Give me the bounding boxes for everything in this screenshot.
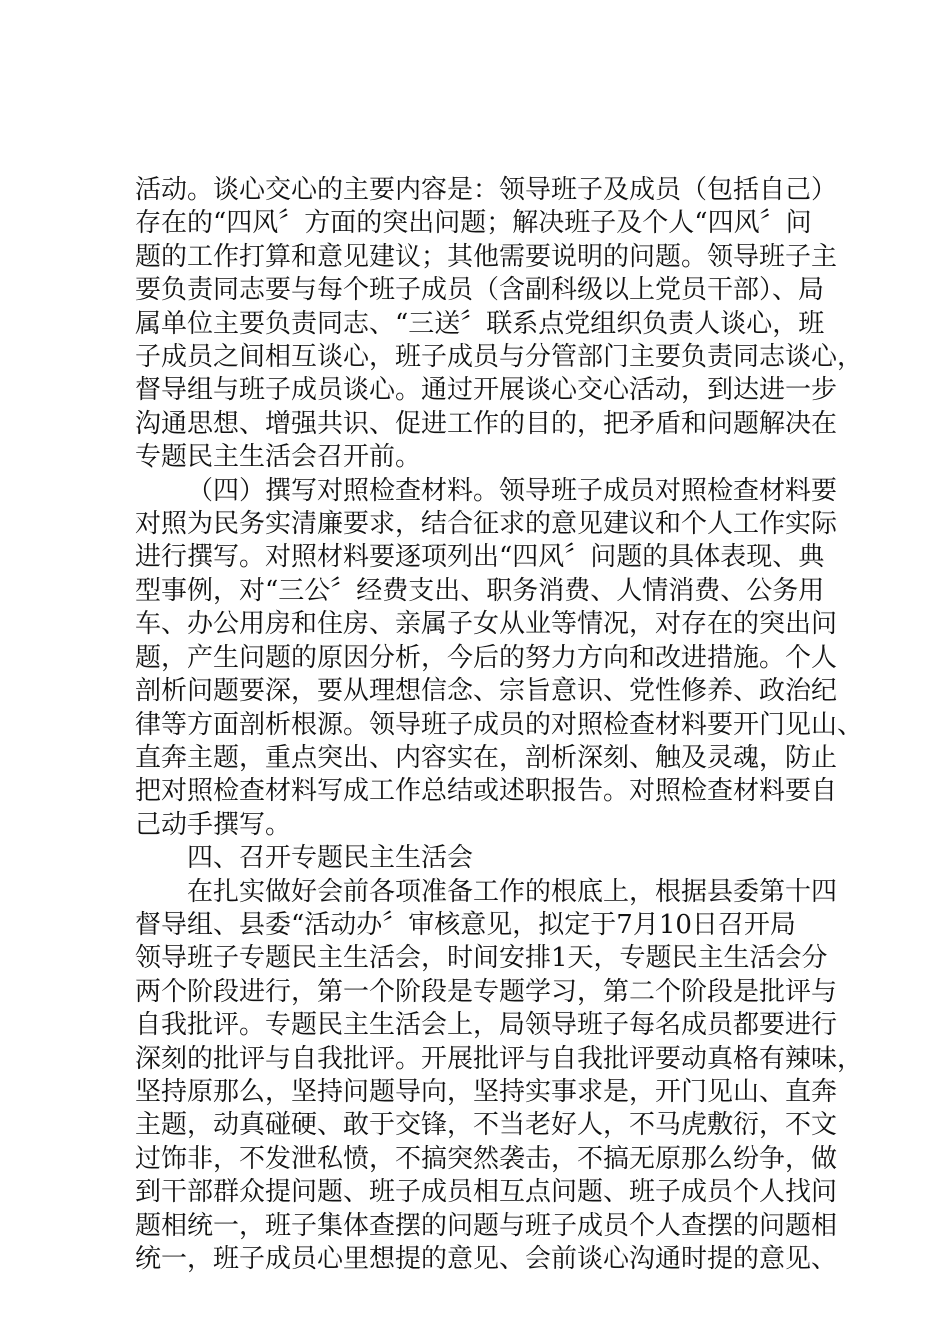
text-line: 督导组、县委“活动办〞审核意见，拟定于7月10日召开局 (135, 909, 796, 940)
text-line: 进行撰写。对照材料要逐项列出“四风〞问题的具体表现、典 (135, 542, 825, 573)
paragraph-start-line: （四）撰写对照检查材料。领导班子成员对照检查材料要 (187, 475, 838, 506)
text-line: 督导组与班子成员谈心。通过开展谈心交心活动，到达进一步 (135, 375, 838, 406)
text-line: 统一，班子成员心里想提的意见、会前谈心沟通时提的意见、 (135, 1244, 838, 1274)
text-line: 专题民主生活会召开前。 (135, 442, 422, 473)
text-line: 题相统一，班子集体查摆的问题与班子成员个人查摆的问题相 (135, 1210, 838, 1241)
document-body (135, 174, 864, 1276)
text-line: 主题，动真碰硬、敢于交锋，不当老好人，不马虎敷衍，不文 (135, 1110, 838, 1141)
text-line: 沟通思想、增强共识、促进工作的目的，把矛盾和问题解决在 (135, 408, 838, 439)
text-line: 活动。谈心交心的主要内容是：领导班子及成员（包括自己） (135, 175, 838, 205)
paragraph-start-line: 在扎实做好会前各项准备工作的根底上，根据县委第十四 (187, 876, 838, 907)
text-line: 题，产生问题的原因分析，今后的努力方向和改进措施。个人 (135, 642, 838, 673)
text-line: 坚持原那么，坚持问题导向，坚持实事求是，开门见山、直奔 (135, 1076, 838, 1107)
text-line: 题的工作打算和意见建议；其他需要说明的问题。领导班子主 (135, 241, 838, 272)
text-line: 子成员之间相互谈心，班子成员与分管部门主要负责同志谈心， (135, 342, 864, 373)
text-line: 对照为民务实清廉要求，结合征求的意见建议和个人工作实际 (135, 509, 838, 540)
text-line: 自我批评。专题民主生活会上，局领导班子每名成员都要进行 (135, 1010, 838, 1041)
text-line: 直奔主题，重点突出、内容实在，剖析深刻、触及灵魂，防止 (135, 742, 838, 773)
text-line: 两个阶段进行，第一个阶段是专题学习，第二个阶段是批评与 (135, 976, 838, 1007)
text-line: 律等方面剖析根源。领导班子成员的对照检查材料要开门见山、 (135, 709, 864, 740)
section-heading: 四、召开专题民主生活会 (187, 843, 474, 874)
text-line: 领导班子专题民主生活会，时间安排1天，专题民主生活会分 (135, 943, 828, 974)
text-line: 把对照检查材料写成工作总结或述职报告。对照检查材料要自 (135, 776, 838, 807)
text-line: 深刻的批评与自我批评。开展批评与自我批评要动真格有辣味， (135, 1043, 864, 1074)
text-line: 属单位主要负责同志、“三送〞联系点党组织负责人谈心，班 (135, 308, 825, 339)
text-line: 过饰非，不发泄私愤，不搞突然袭击，不搞无原那么纷争，做 (135, 1143, 838, 1174)
text-line: 到干部群众提问题、班子成员相互点问题、班子成员个人找问 (135, 1177, 838, 1208)
text-line: 型事例，对“三公〞经费支出、职务消费、人情消费、公务用 (135, 575, 825, 606)
text-line: 剖析问题要深，要从理想信念、宗旨意识、党性修养、政治纪 (135, 676, 838, 707)
text-line: 要负责同志要与每个班子成员（含副科级以上党员干部）、局 (135, 275, 825, 306)
text-line: 存在的“四风〞方面的突出问题；解决班子及个人“四风〞问 (135, 208, 812, 239)
text-line: 车、办公用房和住房、亲属子女从业等情况，对存在的突出问 (135, 609, 838, 640)
text-line: 己动手撰写。 (135, 809, 292, 840)
